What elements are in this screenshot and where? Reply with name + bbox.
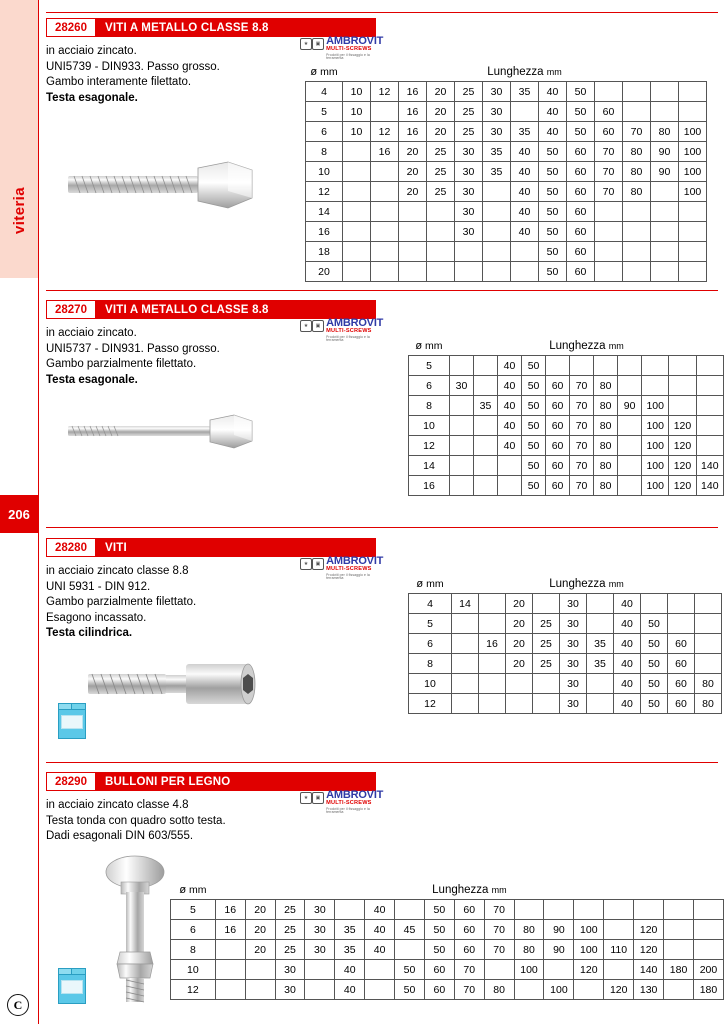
table-row: 6 30 40 50 60 70 80	[409, 376, 724, 396]
size-table-28260	[305, 62, 707, 282]
desc-line-bold: Testa esagonale.	[46, 91, 138, 104]
table-row: 12 30 40 50 60 80	[409, 694, 722, 714]
product-description	[46, 564, 316, 642]
desc-line-bold: Testa esagonale.	[46, 373, 138, 386]
product-image-28290	[90, 852, 180, 1007]
table-row: 16 30 40 50 60	[306, 222, 707, 242]
table-row: 16 50 60 70 80 100 120 140	[409, 476, 724, 496]
table-row: 18 50 60	[306, 242, 707, 262]
table-row: 6 10 12 16 20 25 30 35 40 50 60 70 80 100	[306, 122, 707, 142]
size-table: ø mm Lunghezza mm 5 16 20 25 30 40 50 60 70 6 16 20 25 30 35 40 45 50 60 70 80 90 100 120 8 20 25 30 35 40 50 60 70 80 90 100 110 120 10 30 40 50 60 70 100 120 140 180 200 12 30 40 50 60 70 80 100 120 130 180	[170, 880, 724, 1000]
category-text: viteria	[10, 186, 28, 234]
table-row: 12 30 40 50 60 70 80 100 120 130 180	[171, 980, 724, 1000]
brand-mark-icon: ★ ▣	[300, 790, 323, 810]
table-row: 14 30 40 50 60	[306, 202, 707, 222]
table-row: 8 16 20 25 30 35 40 50 60 70 80 90 100	[306, 142, 707, 162]
brand-footer: Prodotti per il fissaggio e la ferramenta	[326, 334, 370, 342]
desc-line: UNI5737 - DIN931. Passo grosso.	[46, 342, 220, 355]
brand-logo	[300, 790, 386, 816]
size-table-28280	[408, 574, 722, 714]
brand-logo	[300, 556, 386, 582]
table-row: 10 30 40 50 60 70 100 120 140 180 200	[171, 960, 724, 980]
brand-name: AMBROVIT	[326, 789, 384, 801]
desc-line-bold: Testa cilindrica.	[46, 627, 133, 639]
desc-line: in acciaio zincato.	[46, 45, 137, 57]
table-row: 14 50 60 70 80 100 120 140	[409, 456, 724, 476]
table-row: 5 20 25 30 40 50	[409, 614, 722, 634]
product-title: VITI A METALLO CLASSE 8.8	[96, 18, 376, 37]
brand-logo	[300, 318, 386, 344]
table-row: 12 40 50 60 70 80 100 120	[409, 436, 724, 456]
product-image-28270	[62, 408, 262, 458]
desc-line: in acciaio zincato classe 4.8	[46, 799, 189, 811]
brand-name: AMBROVIT	[326, 555, 384, 567]
desc-line: UNI5739 - DIN933. Passo grosso.	[46, 60, 220, 73]
size-table: ø mm Lunghezza mm 4 14 20 30 40 5 20 25 30 40 50 6 16 20 25 30 35 40 50 60 8 20 25 30 35 40 50 60 10 30 40 50 60 80 12 30 40 50 60 80	[408, 574, 722, 714]
desc-line: UNI 5931 - DIN 912.	[46, 580, 151, 593]
product-description	[46, 44, 316, 106]
table-row: 12 20 25 30 40 50 60 70 80 100	[306, 182, 707, 202]
corner-mark: C	[7, 994, 29, 1016]
size-table: ø mm Lunghezza mm 4 10 12 16 20 25 30 35 40 50 5 10 16 20 25 30 40 50 60 6 10 12 16 20 25 30 35 40 50 60 70 80 100 8 16 20 25 30 35 40 50 60 70 80 90 100 10 20 25 30 35 40 50 60 70 80 90 100 12 20 25 30 40 50 60 70 80 100 14 30 40 50 60 16 30 40 50 60 18 50 60 20 50 60	[305, 62, 707, 282]
product-code: 28260	[46, 18, 96, 37]
desc-line: Dadi esagonali DIN 603/555.	[46, 830, 194, 842]
desc-line: Gambo parzialmente filettato.	[46, 596, 197, 608]
table-row: 6 16 20 25 30 35 40 50 60	[409, 634, 722, 654]
brand-logo	[300, 36, 386, 62]
table-row: 5 40 50	[409, 356, 724, 376]
page-number: 206	[0, 495, 38, 533]
divider-2	[46, 290, 718, 291]
desc-line: Esagono incassato.	[46, 611, 147, 624]
table-row: 10 20 25 30 35 40 50 60 70 80 90 100	[306, 162, 707, 182]
brand-footer: Prodotti per il fissaggio e la ferramenta	[326, 806, 370, 814]
table-row: 4 14 20 30 40	[409, 594, 722, 614]
divider-top	[46, 12, 718, 13]
table-row: 20 50 60	[306, 262, 707, 282]
table-row: 4 10 12 16 20 25 30 35 40 50	[306, 82, 707, 102]
brand-subtitle: MULTI-SCREWS	[326, 46, 372, 52]
desc-line: Gambo parzialmente filettato.	[46, 358, 197, 370]
divider-3	[46, 527, 718, 528]
brand-name: AMBROVIT	[326, 35, 384, 47]
brand-mark-icon: ★ ▣	[300, 556, 323, 576]
left-rail	[0, 0, 39, 1024]
desc-line: Testa tonda con quadro sotto testa.	[46, 814, 226, 827]
brand-footer: Prodotti per il fissaggio e la ferramenta	[326, 572, 370, 580]
brand-subtitle: MULTI-SCREWS	[326, 800, 372, 806]
product-image-28280	[80, 650, 270, 720]
brand-subtitle: MULTI-SCREWS	[326, 566, 372, 572]
table-row: 10 40 50 60 70 80 100 120	[409, 416, 724, 436]
brand-mark-icon: ★ ▣	[300, 318, 323, 338]
divider-4	[46, 762, 718, 763]
desc-line: Gambo interamente filettato.	[46, 76, 192, 88]
table-row: 5 16 20 25 30 40 50 60 70	[171, 900, 724, 920]
packaging-icon	[58, 703, 84, 737]
product-title: VITI	[96, 538, 376, 557]
size-table-28270	[408, 336, 724, 496]
brand-subtitle: MULTI-SCREWS	[326, 328, 372, 334]
table-row: 10 30 40 50 60 80	[409, 674, 722, 694]
product-title: BULLONI PER LEGNO	[96, 772, 376, 791]
desc-line: in acciaio zincato classe 8.8	[46, 565, 189, 577]
table-row: 5 10 16 20 25 30 40 50 60	[306, 102, 707, 122]
desc-line: in acciaio zincato.	[46, 327, 137, 339]
table-row: 8 20 25 30 35 40 50 60 70 80 90 100 110 120	[171, 940, 724, 960]
packaging-icon	[58, 968, 84, 1002]
brand-name: AMBROVIT	[326, 317, 384, 329]
table-row: 6 16 20 25 30 35 40 45 50 60 70 80 90 100 120	[171, 920, 724, 940]
product-image-28260	[62, 150, 262, 220]
product-code: 28270	[46, 300, 96, 319]
product-code: 28280	[46, 538, 96, 557]
product-description	[46, 326, 316, 388]
product-title: VITI A METALLO CLASSE 8.8	[96, 300, 376, 319]
table-row: 8 35 40 50 60 70 80 90 100	[409, 396, 724, 416]
table-row: 8 20 25 30 35 40 50 60	[409, 654, 722, 674]
brand-footer: Prodotti per il fissaggio e la ferramenta	[326, 52, 370, 60]
size-table-28290	[170, 880, 724, 1000]
size-table: ø mm Lunghezza mm 5 40 50 6 30 40 50 60 70 80 8 35 40 50 60 70 80 90 100 10 40 50 60 70 80 100 120 12 40 50 60 70 80 100 120 14 50 60 70 80 100 120 140 16 50 60 70 80 100 120 140	[408, 336, 724, 496]
category-label	[0, 150, 38, 270]
product-code: 28290	[46, 772, 96, 791]
brand-mark-icon: ★ ▣	[300, 36, 323, 56]
